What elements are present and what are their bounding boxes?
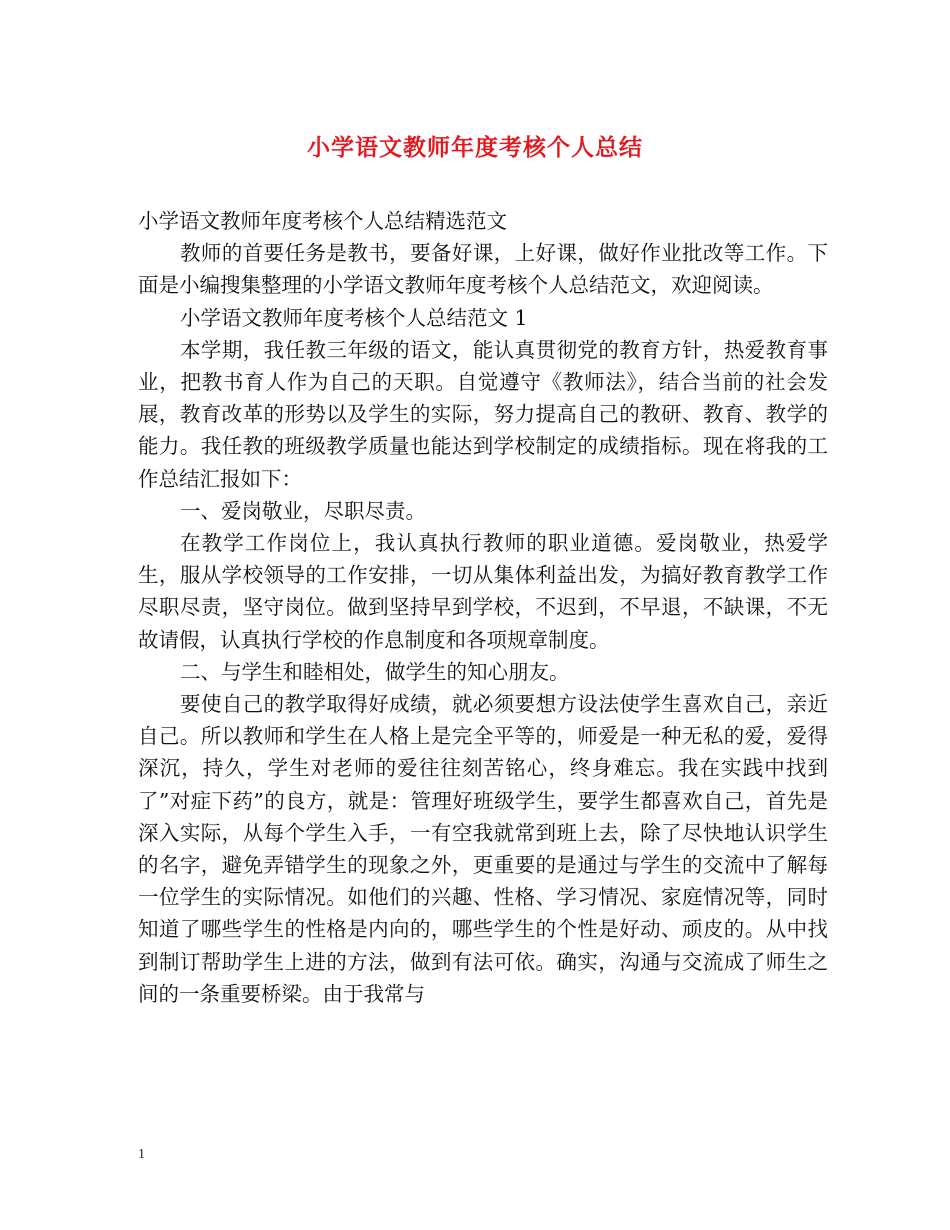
page-number: 1 (138, 1147, 145, 1162)
section-heading: 一、爱岗敬业，尽职尽责。 (180, 498, 426, 523)
subtitle-paragraph: 小学语文教师年度考核个人总结精选范文 (138, 209, 507, 233)
body-paragraph: 要使自己的教学取得好成绩，就必须要想方设法使学生喜欢自己，亲近自己。所以教师和学生在人格上是完全平等的，师爱是一种无私的爱，爱得深沉，持久，学生对老师的爱往往刻苦铭心，终身难忘。我在实践中找到了”对症下药”的良方，就是：管理好班级学生，要学生都喜欢自己，首先是深入实际，从每个学生入手，一有空我就常到班上去，除了尽快地认识学生的名字，避免弄错学生的现象之外，更重要的是通过与学生的交流中了解每一位学生的实际情况。如他们的兴趣、性格、学习情况、家庭情况等，同时知道了哪些学生的性格是内向的，哪些学生的个性是好动、顽皮的。从中找到制订帮助学生上进的方法，做到有法可依。确实，沟通与交流成了师生之间的一条重要桥梁。由于我常与 (138, 692, 828, 1006)
body-paragraph: 在教学工作岗位上，我认真执行教师的职业道德。爱岗敬业，热爱学生，服从学校领导的工作安排，一切从集体利益出发，为搞好教育教学工作尽职尽责，坚守岗位。做到坚持早到学校，不迟到，不早退，不缺课，不无故请假，认真执行学校的作息制度和各项规章制度。 (138, 531, 828, 652)
document-title: 小学语文教师年度考核个人总结 (307, 134, 643, 161)
document-body (138, 205, 828, 1010)
body-paragraph: 本学期，我任教三年级的语文，能认真贯彻党的教育方针，热爱教育事业，把教书育人作为自己的天职。自觉遵守《教师法》，结合当前的社会发展，教育改革的形势以及学生的实际，努力提高自己的教研、教育、教学的能力。我任教的班级教学质量也能达到学校制定的成绩指标。现在将我的工作总结汇报如下： (138, 337, 828, 491)
section-heading: 小学语文教师年度考核个人总结范文 1 (180, 305, 528, 330)
intro-paragraph: 教师的首要任务是教书，要备好课，上好课，做好作业批改等工作。下面是小编搜集整理的小学语文教师年度考核个人总结范文，欢迎阅读。 (138, 241, 828, 298)
section-heading: 二、与学生和睦相处，做学生的知心朋友。 (180, 659, 570, 684)
